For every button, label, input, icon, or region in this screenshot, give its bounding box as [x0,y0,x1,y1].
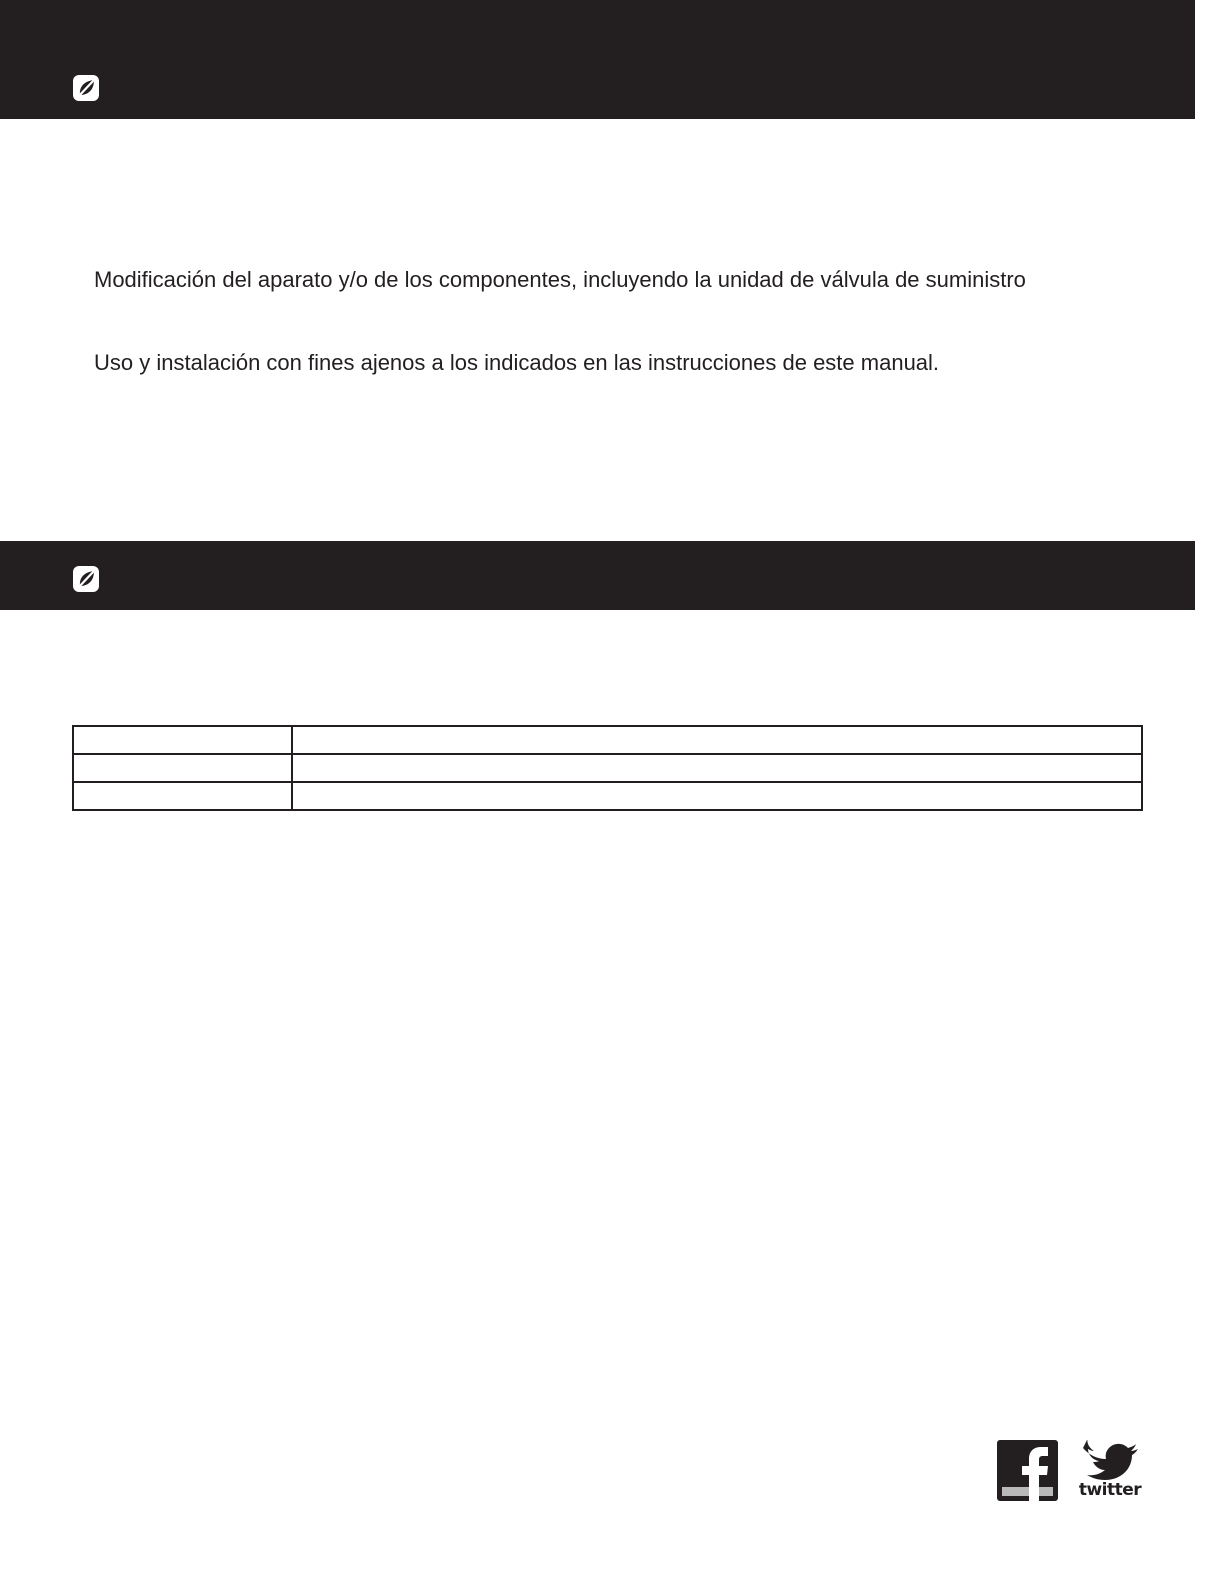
leaf-logo-icon [73,566,99,592]
twitter-bird-icon [1075,1440,1145,1482]
paragraph-modification: Modificación del aparato y/o de los componentes, incluyendo la unidad de válvula de suministro [94,267,1026,292]
table-cell [292,782,1142,810]
table-row [73,726,1142,754]
facebook-icon[interactable] [997,1440,1058,1501]
table-row [73,754,1142,782]
info-table [72,725,1143,811]
table-row [73,782,1142,810]
section-band [0,541,1195,610]
table-cell [292,726,1142,754]
leaf-logo-icon [73,75,99,101]
header-band [0,0,1195,119]
social-links [997,1440,1147,1502]
paragraph-usage: Uso y instalación con fines ajenos a los indicados en las instrucciones de este manual. [94,350,940,375]
twitter-link[interactable] [1075,1440,1145,1502]
twitter-wordmark: twitter [1078,1480,1142,1500]
table-cell [73,782,292,810]
table-cell [73,754,292,782]
table-cell [292,754,1142,782]
table-cell [73,726,292,754]
